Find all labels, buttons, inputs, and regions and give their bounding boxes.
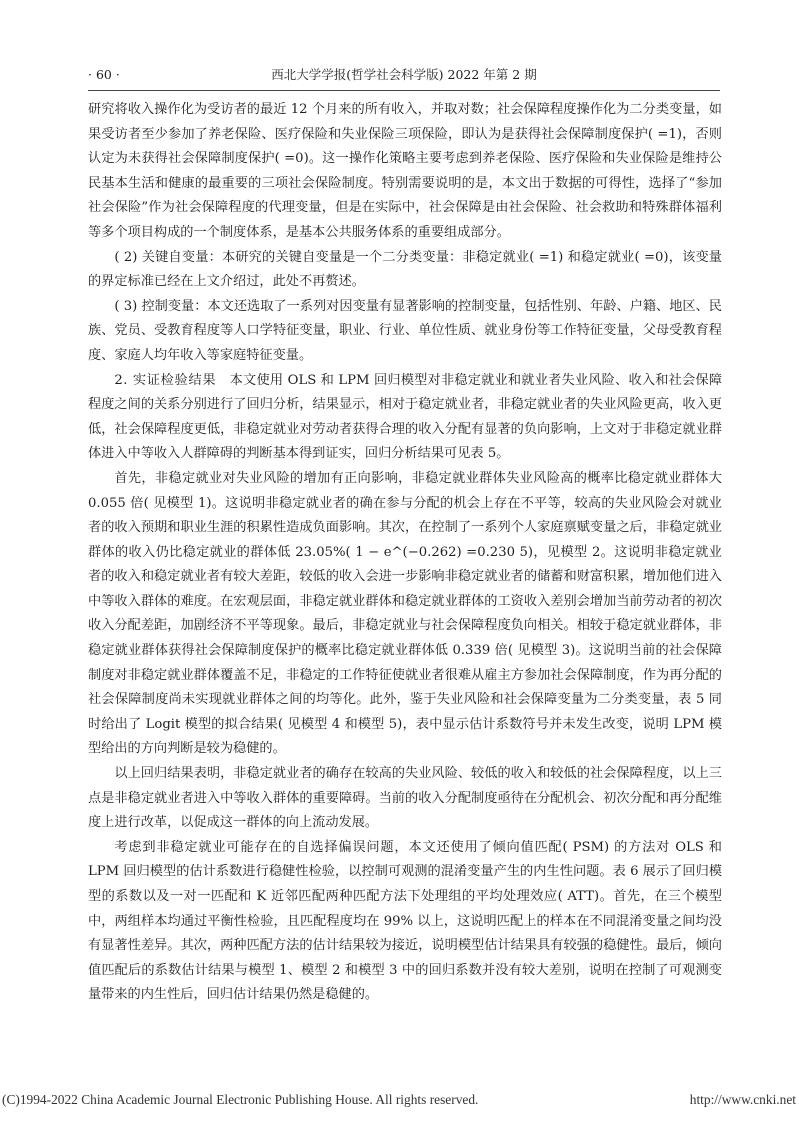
header-rule [88, 90, 720, 91]
section-heading: 2. 实证检验结果 [114, 372, 217, 388]
copyright-notice: (C)1994-2022 China Academic Journal Electronic Publishing House. All rights reserved. [2, 1092, 479, 1107]
paragraph-robustness: 考虑到非稳定就业可能存在的自选择偏误问题，本文还使用了倾向值匹配( PSM) 的方法对 OLS 和 LPM 回归模型的估计系数进行稳健性检验，以控制可观测的混淆变量产生的内生性问题。表 6 展示了回归模型的系数以及一对一匹配和 K 近邻匹配两种匹配方法下处理组的平均处理效应( ATT)。首先，在三个模型中，两组样本均通过平衡性检验，且匹配程度均在 99% 以上，这说明匹配上的样本在不同混淆变量之间均没有显著性差异。其次，两种匹配方法的估计结果较为接近，说明模型估计结果具有较强的稳健性。最后，倾向值匹配后的系数估计结果与模型 1、模型 2 和模型 3 中的回归系数并没有较大差别，说明在控制了可观测变量带来的内生性后，回归估计结果仍然是稳健的。 [88, 839, 722, 1003]
paragraph-continued: 研究将收入操作化为受访者的最近 12 个月来的所有收入，并取对数；社会保障程度操作化为二分类变量，如果受访者至少参加了养老保险、医疗保险和失业保险三项保险，即认为是获得社会保障制度保护( =1)，否则认定为未获得社会保障制度保护( =0)。这一操作化策略主要考虑到养老保险、医疗保险和失业保险是维持公民基本生活和健康的最重要的三项社会保险制度。特别需要说明的是，本文出于数据的可得性，选择了“参加社会保险”作为社会保障程度的代理变量，但是在实际中，社会保障是由社会保险、社会救助和特殊群体福利等多个项目构成的一个制度体系，是基本公共服务体系的重要组成部分。 [88, 102, 722, 240]
page-number: · 60 · [88, 67, 120, 82]
journal-title: 西北大学学报(哲学社会科学版) 2022 年第 2 期 [271, 67, 537, 82]
section-heading-text: 本文使用 OLS 和 LPM 回归模型对非稳定就业和就业者失业风险、收入和社会保障程度之间的关系分别进行了回归分析，结果显示，相对于稳定就业者，非稳定就业者的失业风险更高，收入更低，社会保障程度更低，非稳定就业对劳动者获得合理的收入分配有显著的负向影响，上文对于非稳定就业群体进入中等收入人群障碍的判断基本得到证实，回归分析结果可见表 5。 [88, 372, 723, 462]
paragraph-findings: 首先，非稳定就业对失业风险的增加有正向影响，非稳定就业群体失业风险高的概率比稳定就业群体大 0.055 倍( 见模型 1)。这说明非稳定就业者的确在参与分配的机会上存在不平等，较高的失业风险会对就业者的收入预期和职业生涯的积累性造成负面影响。其次，在控制了一系列个人家庭禀赋变量之后，非稳定就业群体的收入仍比稳定就业的群体低 23.05%( 1 − e^(−0.262) =0.230 5)，见模型 2。这说明非稳定就业者的收入和稳定就业者有较大差距，较低的收入会进一步影响非稳定就业者的储蓄和财富积累，增加他们进入中等收入群体的难度。在宏观层面，非稳定就业群体和稳定就业群体的工资收入差别会增加当前劳动者的初次收入分配差距，加剧经济不平等现象。最后，非稳定就业与社会保障程度负向相关。相较于稳定就业群体，非稳定就业群体获得社会保障制度保护的概率比稳定就业群体低 0.339 倍( 见模型 3)。这说明当前的社会保障制度对非稳定就业群体覆盖不足，非稳定的工作特征使就业者很难从雇主方参加社会保障制度，作为再分配的社会保障制度尚未实现就业群体之间的均等化。此外，鉴于失业风险和社会保障变量为二分类变量，表 5 同时给出了 Logit 模型的拟合结果( 见模型 4 和模型 5)，表中显示估计系数符号并未发生改变，说明 LPM 模型给出的方向判断是较为稳健的。 [88, 470, 722, 757]
running-header [88, 64, 720, 86]
paragraph-summary: 以上回归结果表明，非稳定就业者的确存在较高的失业风险、较低的收入和较低的社会保障程度，以上三点是非稳定就业者进入中等收入群体的重要障碍。当前的收入分配制度亟待在分配机会、初次分配和再分配维度上进行改革，以促成这一群体的向上流动发展。 [88, 766, 722, 831]
paragraph-key-variable: ( 2) 关键自变量：本研究的关键自变量是一个二分类变量：非稳定就业( =1) 和稳定就业( =0)，该变量的界定标准已经在上文介绍过，此处不再赘述。 [88, 249, 722, 290]
paragraph-control-variables: ( 3) 控制变量：本文还选取了一系列对因变量有显著影响的控制变量，包括性别、年龄、户籍、地区、民族、党员、受教育程度等人口学特征变量，职业、行业、单位性质、就业身份等工作特征变量，父母受教育程度、家庭人均年收入等家庭特征变量。 [88, 298, 722, 363]
footer-url[interactable]: http://www.cnki.net [689, 1092, 796, 1107]
article-body [88, 98, 722, 1008]
paragraph-results-intro [88, 369, 722, 467]
